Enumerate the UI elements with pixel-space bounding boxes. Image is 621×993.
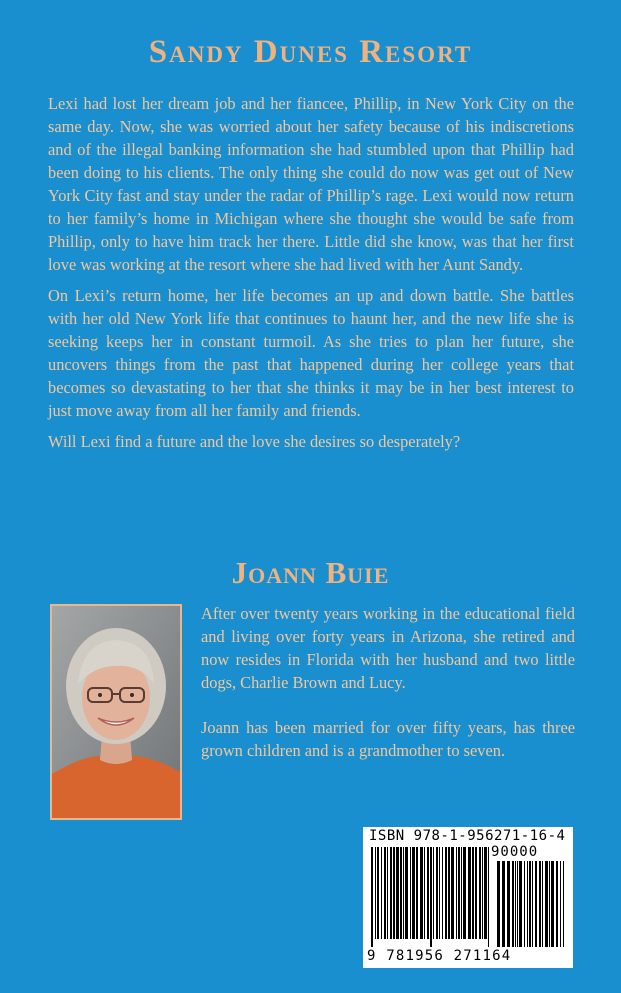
author-bio (201, 602, 575, 784)
barcode-bar (410, 847, 411, 939)
price-code: 90000 (491, 844, 539, 860)
barcode-bar (451, 847, 454, 939)
barcode-bar (427, 847, 429, 939)
barcode-bar (436, 847, 438, 939)
barcode-bar (430, 847, 432, 947)
barcode-bar (387, 847, 388, 939)
barcode-bar (439, 847, 440, 939)
barcode-bar (535, 861, 537, 947)
barcode-bar (549, 861, 550, 947)
barcode-bar (532, 861, 533, 947)
blurb-paragraph: Lexi had lost her dream job and her fiancee, Phillip, in New York City on the same day. Now, she was worried about her safety because of his indiscretions and of the illegal banking information she had stumbled upon that Phillip had been doing to his clients. The only thing she could do now was get out of New York City fast and stay under the radar of Phillip’s rage. Lexi would now return to her family’s home in Michigan where she thought she would be safe from Phillip, only to have him track her there. Little did she know, was that her first love was working at the resort where she had lived with her Aunt Sandy. (48, 94, 574, 274)
barcode-bar (384, 847, 386, 939)
barcode-bar (507, 861, 510, 947)
barcode-bar (412, 847, 415, 939)
barcode-bar (515, 861, 516, 947)
author-name: Joann Buie (231, 555, 390, 590)
author-portrait-image (52, 606, 180, 818)
barcode-bar (484, 847, 487, 939)
barcode-bar (475, 847, 477, 939)
barcode-bar (524, 861, 525, 947)
barcode-bar (563, 861, 564, 947)
barcode-bar (403, 847, 404, 939)
barcode-bar (545, 861, 548, 947)
barcode-bar (445, 847, 447, 939)
barcode-bar (456, 847, 457, 939)
barcode-bar (433, 847, 434, 939)
barcode-bar (517, 861, 518, 947)
barcode-bar (424, 847, 425, 939)
barcode-bar (468, 847, 471, 939)
barcode-bar (463, 847, 466, 939)
barcode-bar (448, 847, 450, 939)
barcode-bar (527, 861, 528, 947)
barcode-bar (519, 861, 522, 947)
barcode-bar (420, 847, 423, 939)
barcode-bars (369, 847, 567, 947)
barcode-bar (502, 861, 505, 947)
ean-digits: 9 781956 271164 (367, 948, 512, 964)
barcode-bar (479, 847, 481, 939)
barcode-bar (542, 861, 543, 947)
barcode-bar (381, 847, 382, 939)
barcode-bar (539, 861, 541, 947)
book-blurb (48, 92, 574, 461)
barcode-bar (461, 847, 462, 939)
barcode-bar (371, 847, 373, 947)
barcode-bar (529, 861, 531, 947)
barcode-bar (560, 861, 561, 947)
barcode-bar (416, 847, 418, 939)
barcode-bar (512, 861, 514, 947)
barcode-bar (482, 847, 483, 939)
isbn-label: ISBN 978-1-956271-16-4 (369, 828, 566, 844)
barcode-bar (488, 847, 489, 947)
barcode-bar (405, 847, 408, 939)
isbn-barcode (363, 827, 573, 968)
barcode-bar (551, 861, 554, 947)
barcode-bar (472, 847, 474, 939)
barcode-bar (556, 861, 558, 947)
barcode-bar (377, 847, 379, 939)
blurb-paragraph: On Lexi’s return home, her life becomes an up and down battle. She battles with her old New York life that continues to haunt her, and the new life she is seeking keeps her in constant turmoil. As she tries to plan her future, she uncovers things from the past that happened during her college years that becomes so devastating to her that she thinks it may be in her best interest to just move away from all her family and friends. (48, 286, 574, 420)
blurb-paragraph: Will Lexi find a future and the love she desires so desperately? (48, 432, 461, 451)
author-photo (50, 604, 182, 820)
bio-paragraph: After over twenty years working in the educational field and living over forty years in Arizona, she retired and now resides in Florida with her husband and two little dogs, Charlie Brown and Lucy. (201, 604, 575, 692)
barcode-bar (442, 847, 443, 939)
barcode-bar (375, 847, 376, 939)
barcode-bar (393, 847, 395, 939)
barcode-bar (400, 847, 402, 939)
barcode-bar (390, 847, 392, 939)
barcode-bar (458, 847, 460, 939)
barcode-bar (396, 847, 399, 939)
bio-paragraph: Joann has been married for over fifty years, has three grown children and is a grandmother to seven. (201, 718, 575, 760)
book-title: Sandy Dunes Resort (148, 34, 473, 70)
barcode-bar (497, 861, 500, 947)
